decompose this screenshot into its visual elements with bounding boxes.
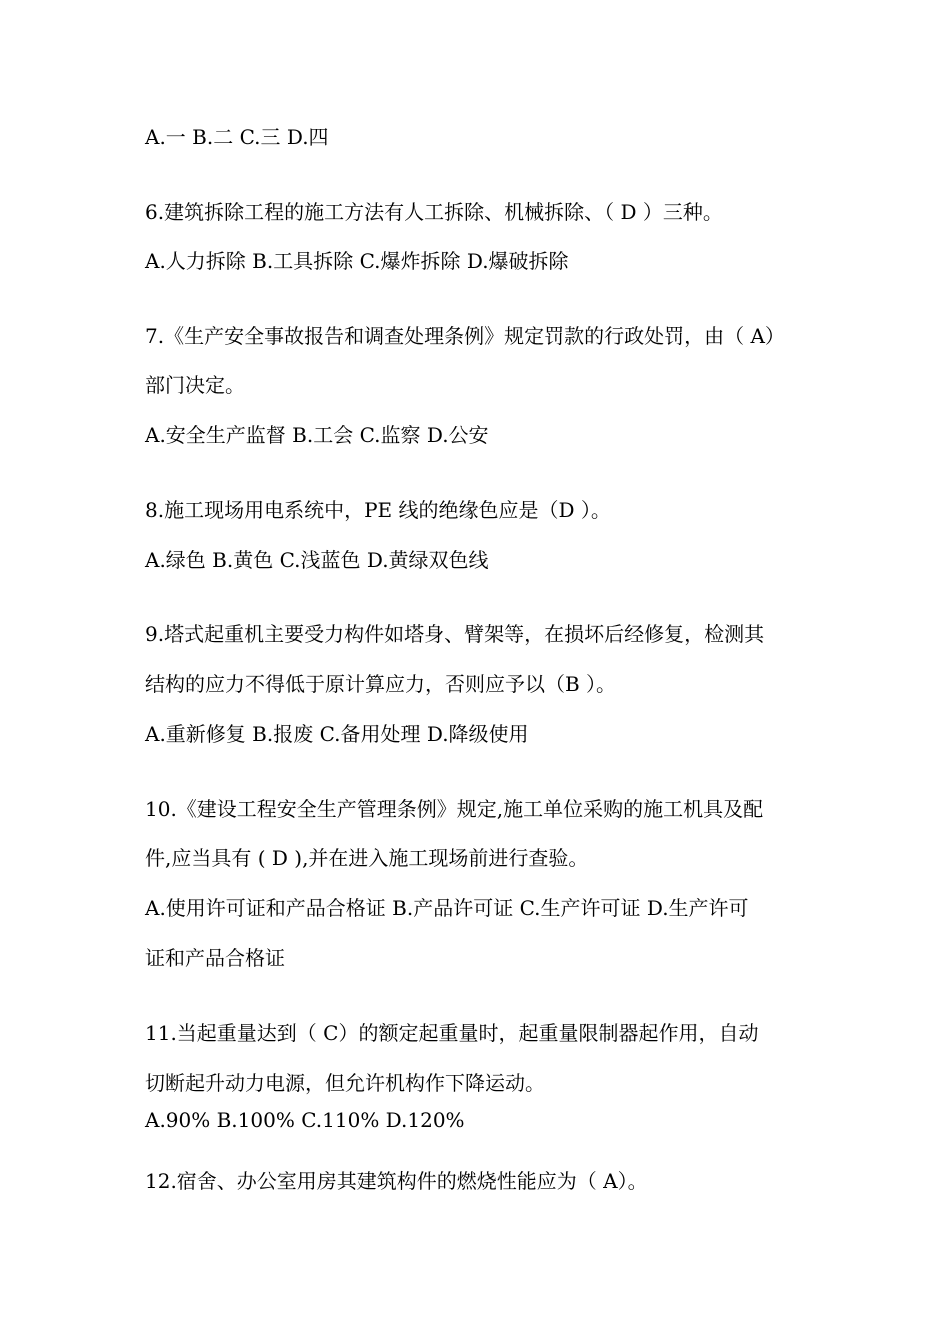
q11-options: A.90% B.100% C.110% D.120% [145, 1108, 465, 1132]
q11-question-line1: 11.当起重量达到（ C）的额定起重量时，起重量限制器起作用，自动 [145, 1021, 759, 1045]
q7-options: A.安全生产监督 B.工会 C.监察 D.公安 [145, 423, 489, 447]
q10-question-line1: 10.《建设工程安全生产管理条例》规定,施工单位采购的施工机具及配 [145, 797, 764, 821]
q7-question-line2: 部门决定。 [145, 373, 245, 397]
q6-question: 6.建筑拆除工程的施工方法有人工拆除、机械拆除、（ D ）三种。 [145, 200, 723, 224]
q10-options-line1: A.使用许可证和产品合格证 B.产品许可证 C.生产许可证 D.生产许可 [145, 896, 749, 920]
q9-question-line2: 结构的应力不得低于原计算应力，否则应予以（B ）。 [145, 672, 617, 696]
q9-question-line1: 9.塔式起重机主要受力构件如塔身、臂架等，在损坏后经修复，检测其 [145, 622, 765, 646]
q7-question-line1: 7.《生产安全事故报告和调查处理条例》规定罚款的行政处罚，由（ A） [145, 324, 785, 348]
q12-question: 12.宿舍、办公室用房其建筑构件的燃烧性能应为（ A）。 [145, 1169, 648, 1193]
q10-question-line2: 件,应当具有 ( D ),并在进入施工现场前进行查验。 [145, 846, 589, 870]
q8-options: A.绿色 B.黄色 C.浅蓝色 D.黄绿双色线 [145, 548, 489, 572]
q9-options: A.重新修复 B.报废 C.备用处理 D.降级使用 [145, 722, 529, 746]
q8-question: 8.施工现场用电系统中，PE 线的绝缘色应是（D ）。 [145, 498, 611, 522]
q10-options-line2: 证和产品合格证 [145, 946, 285, 970]
q11-question-line2: 切断起升动力电源，但允许机构作下降运动。 [145, 1071, 545, 1095]
q5-options: A.一 B.二 C.三 D.四 [145, 125, 329, 149]
q6-options: A.人力拆除 B.工具拆除 C.爆炸拆除 D.爆破拆除 [145, 249, 569, 273]
